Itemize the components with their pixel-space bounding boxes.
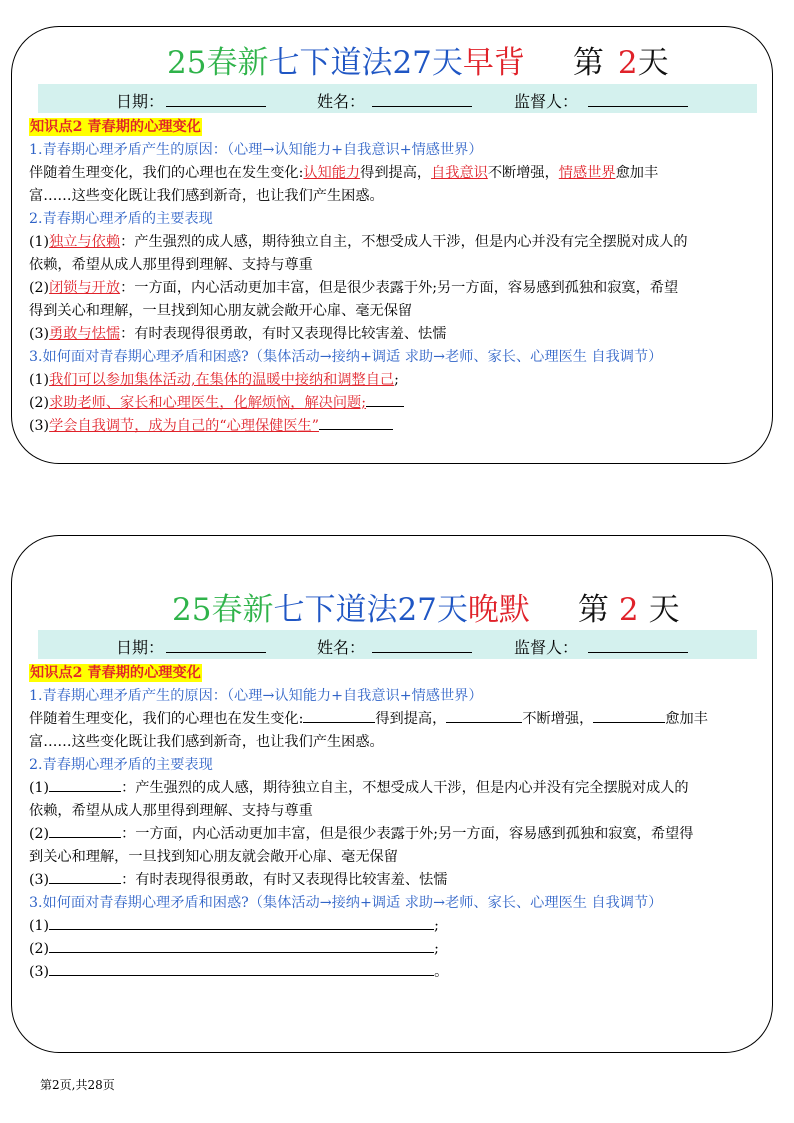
info-bar (38, 630, 757, 659)
fill-blank[interactable] (593, 708, 665, 723)
list-item: (2) ; (29, 938, 764, 961)
list-item: (2)求助老师、家长和心理医生，化解烦恼，解决问题; (29, 392, 764, 415)
info-bar (38, 84, 757, 113)
answer-text: 情感世界 (558, 165, 616, 181)
fill-blank[interactable] (303, 708, 375, 723)
supervisor-field[interactable] (588, 652, 688, 653)
supervisor-field[interactable] (588, 106, 688, 107)
answer-text: 认知能力 (303, 165, 361, 181)
supervisor-label: 监督人： (514, 638, 579, 657)
date-label: 日期： (116, 638, 165, 657)
paragraph-line: 伴随着生理变化，我们的心理也在发生变化: 得到提高， 不断增强， 愈加丰 (29, 708, 764, 731)
section-heading: 2.青春期心理矛盾的主要表现 (29, 757, 213, 773)
knowledge-point-heading: 知识点2 青春期的心理变化 (30, 119, 201, 135)
name-label: 姓名： (317, 638, 366, 657)
answer-text: 我们可以参加集体活动,在集体的温暖中接纳和调整自己 (49, 372, 395, 388)
name-field[interactable] (372, 106, 472, 107)
paragraph-line: 伴随着生理变化，我们的心理也在发生变化:认知能力得到提高，自我意识不断增强，情感世界愈加丰 (29, 165, 659, 181)
list-item: (2)闭锁与开放：一方面，内心活动更加丰富，但是很少表露于外;另一方面，容易感到孤独和寂寞，希望 (29, 280, 679, 296)
section-heading: 1.青春期心理矛盾产生的原因：（心理→认知能力+自我意识+情感世界） (29, 688, 483, 704)
evening-card (11, 535, 773, 1053)
answer-blank (319, 415, 393, 430)
list-item: (3)学会自我调节，成为自己的“心理保健医生” (29, 415, 764, 438)
answer-text: 闭锁与开放 (49, 280, 121, 296)
card-body (29, 662, 764, 984)
date-label: 日期： (116, 92, 165, 111)
list-item: (2) ：一方面，内心活动更加丰富，但是很少表露于外;另一方面，容易感到孤独和寂寞，希望得 (29, 823, 764, 846)
paragraph-line: 到关心和理解，一旦找到知心朋友就会敞开心扉、毫无保留 (29, 849, 398, 865)
morning-card (11, 26, 773, 464)
paragraph-line: 依赖，希望从成人那里得到理解、支持与尊重 (29, 803, 313, 819)
list-item: (1)我们可以参加集体活动,在集体的温暖中接纳和调整自己; (29, 372, 399, 388)
supervisor-label: 监督人： (514, 92, 579, 111)
fill-blank[interactable] (49, 777, 121, 792)
answer-line[interactable] (49, 915, 434, 930)
paragraph-line: 富……这些变化既让我们感到新奇，也让我们产生困惑。 (29, 734, 384, 750)
list-item: (3)勇敢与怯懦：有时表现得很勇敢，有时又表现得比较害羞、怯懦 (29, 326, 447, 342)
answer-text: 学会自我调节，成为自己的“心理保健医生” (49, 418, 319, 434)
list-item: (1)独立与依赖：产生强烈的成人感，期待独立自主，不想受成人干涉，但是内心并没有完全摆脱对成人的 (29, 234, 688, 250)
card-title: 25春新七下道法27天早背 第 2天 (167, 45, 669, 81)
list-item: (3) 。 (29, 961, 764, 984)
section-heading: 1.青春期心理矛盾产生的原因：（心理→认知能力+自我意识+情感世界） (29, 142, 483, 158)
name-field[interactable] (372, 652, 472, 653)
list-item: (1) ：产生强烈的成人感，期待独立自主，不想受成人干涉，但是内心并没有完全摆脱对成人的 (29, 777, 764, 800)
date-field[interactable] (166, 106, 266, 107)
fill-blank[interactable] (446, 708, 522, 723)
fill-blank[interactable] (49, 823, 121, 838)
answer-text: 勇敢与怯懦 (49, 326, 121, 342)
date-field[interactable] (166, 652, 266, 653)
answer-blank (366, 392, 404, 407)
section-heading: 3.如何面对青春期心理矛盾和困惑?（集体活动→接纳+调适 求助→老师、家长、心理医生 自我调节） (29, 895, 663, 911)
name-label: 姓名： (317, 92, 366, 111)
fill-blank[interactable] (49, 869, 121, 884)
section-heading: 2.青春期心理矛盾的主要表现 (29, 211, 213, 227)
answer-line[interactable] (49, 938, 434, 953)
knowledge-point-heading: 知识点2 青春期的心理变化 (30, 665, 201, 681)
answer-line[interactable] (49, 961, 434, 976)
card-title: 25春新七下道法27天晚默 第 2 天 (172, 592, 680, 628)
section-heading: 3.如何面对青春期心理矛盾和困惑?（集体活动→接纳+调适 求助→老师、家长、心理医生 自我调节） (29, 349, 663, 365)
list-item: (3) ：有时表现得很勇敢，有时又表现得比较害羞、怯懦 (29, 869, 764, 892)
paragraph-line: 富……这些变化既让我们感到新奇，也让我们产生困惑。 (29, 188, 384, 204)
answer-text: 独立与依赖 (49, 234, 121, 250)
paragraph-line: 得到关心和理解，一旦找到知心朋友就会敞开心扉、毫无保留 (29, 303, 413, 319)
answer-text: 求助老师、家长和心理医生，化解烦恼，解决问题; (49, 395, 367, 411)
paragraph-line: 依赖，希望从成人那里得到理解、支持与尊重 (29, 257, 313, 273)
list-item: (1) ; (29, 915, 764, 938)
answer-text: 自我意识 (431, 165, 488, 181)
page-number: 第2页,共28页 (40, 1078, 115, 1092)
card-body (29, 116, 764, 438)
